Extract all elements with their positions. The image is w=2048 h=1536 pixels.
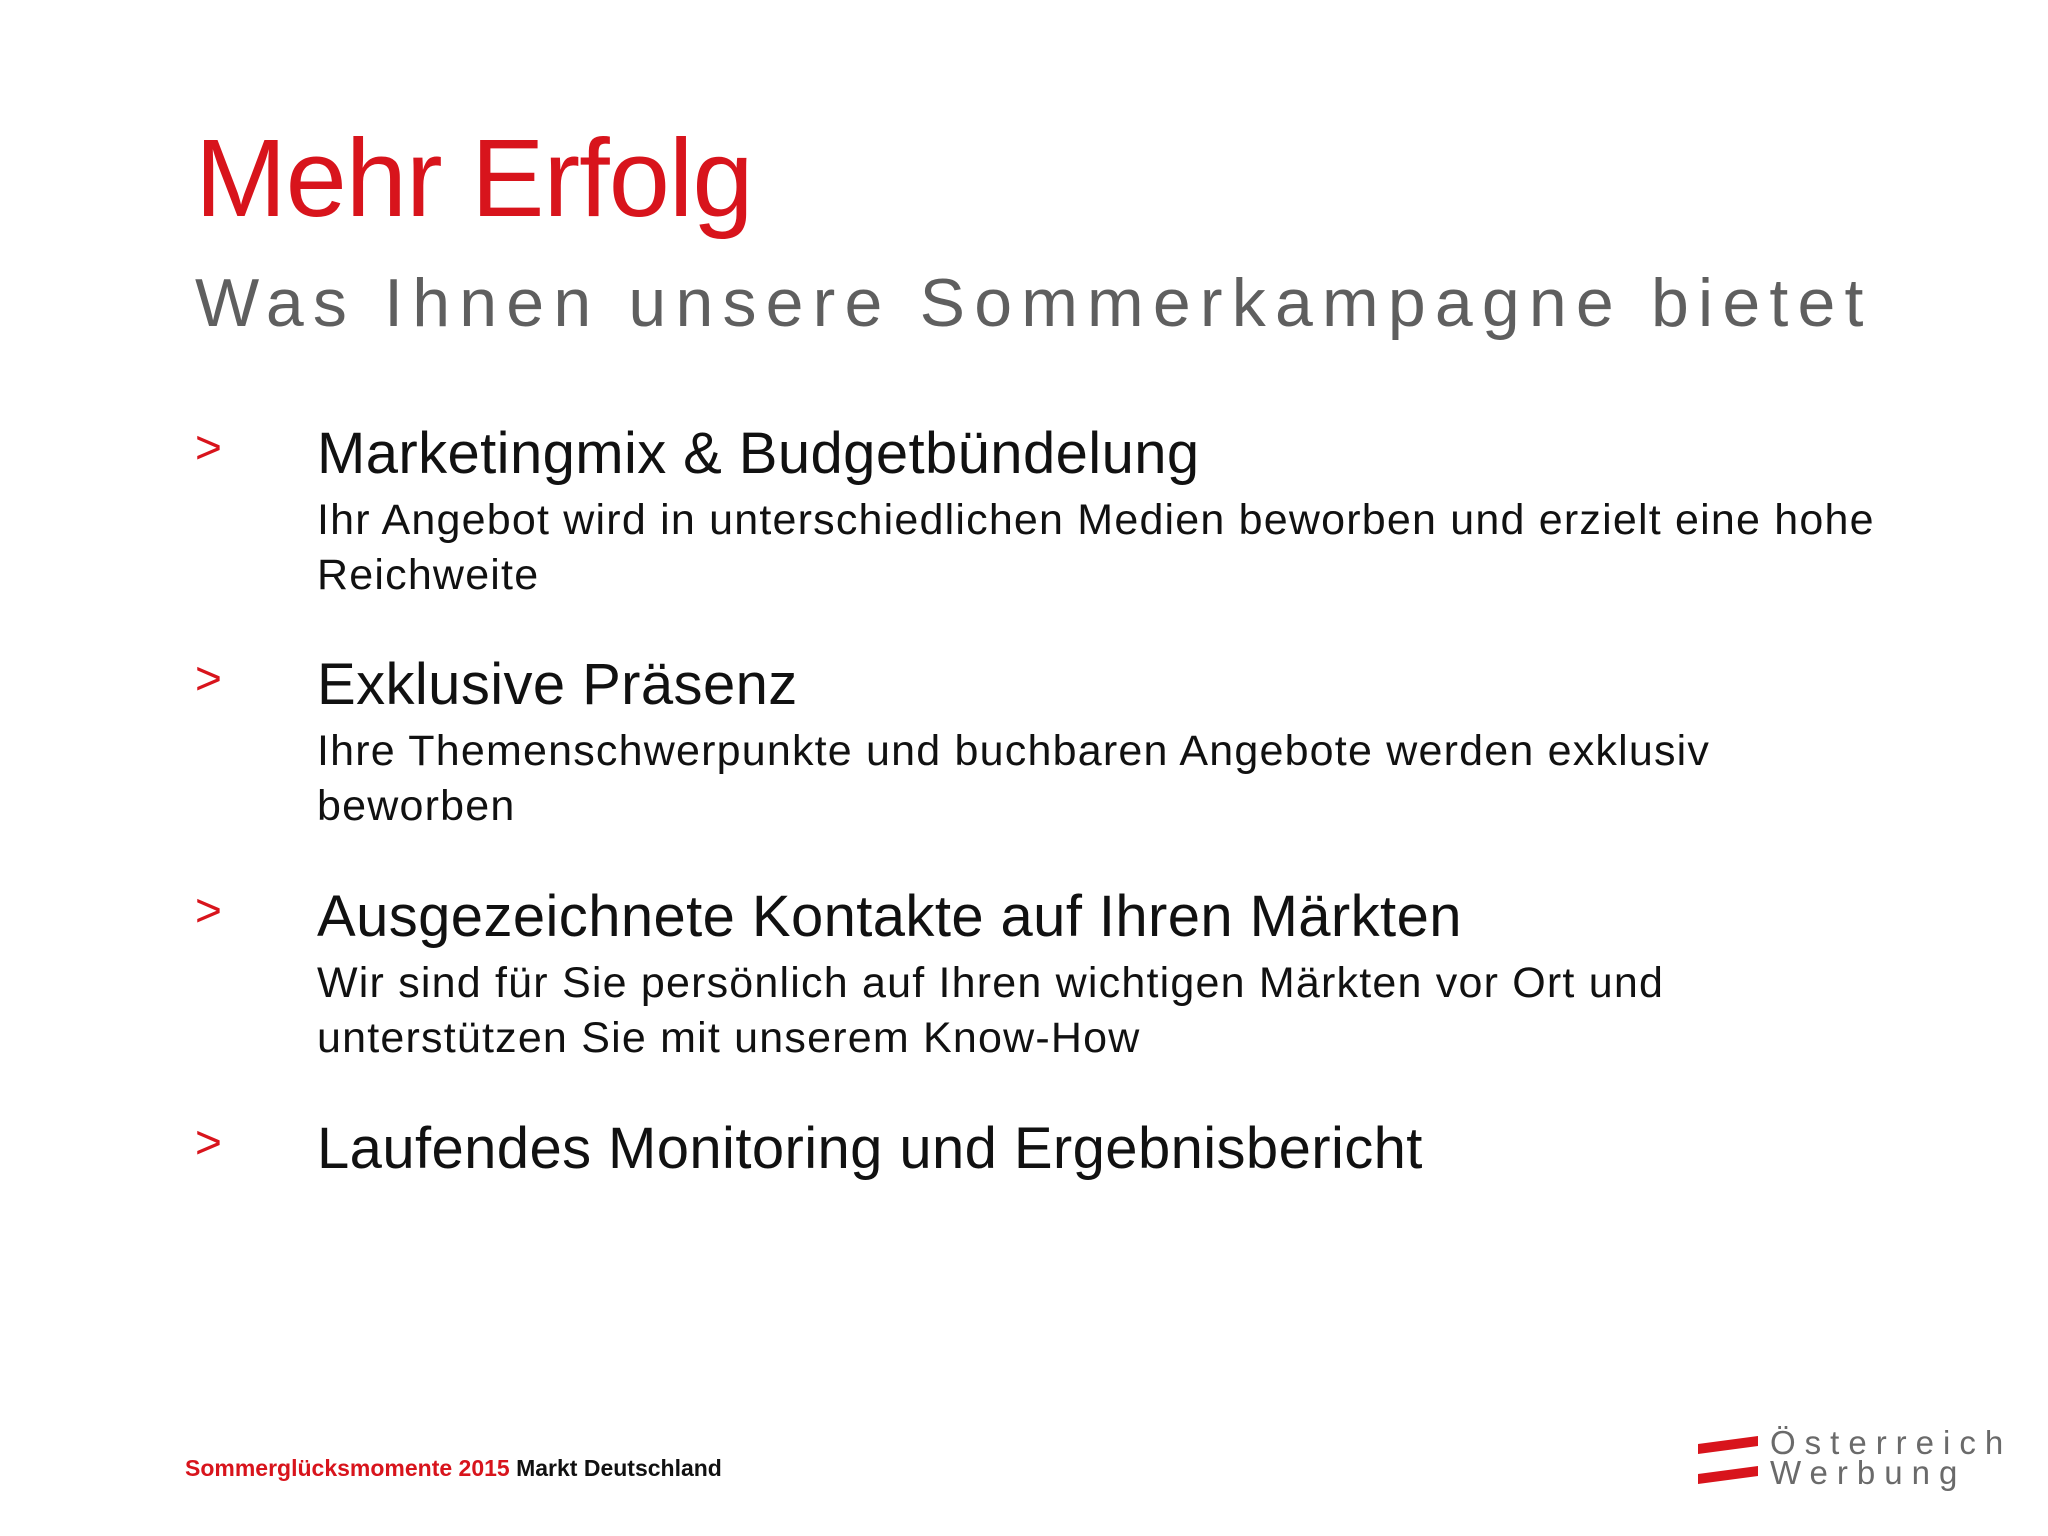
slide-title: Mehr Erfolg bbox=[195, 117, 753, 240]
bullet-marker: > bbox=[195, 1116, 222, 1168]
bullet-heading: Ausgezeichnete Kontakte auf Ihren Märkten bbox=[317, 884, 1462, 949]
bullet-marker: > bbox=[195, 884, 222, 936]
bullet-heading: Exklusive Präsenz bbox=[317, 652, 798, 717]
bullet-item-exklusive-praesenz bbox=[195, 649, 1917, 834]
bullet-description: Ihr Angebot wird in unterschiedlichen Medien beworben und erzielt eine hohe Reichweite bbox=[317, 496, 1875, 599]
bullet-item-kontakte bbox=[195, 881, 1917, 1066]
footer-market: Markt Deutschland bbox=[516, 1455, 722, 1481]
austria-flag-stripes-icon bbox=[1696, 1432, 1760, 1488]
logo-line-2: Werbung bbox=[1770, 1454, 1967, 1491]
bullet-item-marketingmix bbox=[195, 418, 1917, 603]
bullet-heading: Marketingmix & Budgetbündelung bbox=[317, 421, 1200, 486]
slide-subtitle: Was Ihnen unsere Sommerkampagne bietet bbox=[195, 265, 1873, 341]
bullet-marker: > bbox=[195, 652, 222, 704]
footer bbox=[185, 1455, 722, 1482]
footer-campaign: Sommerglücksmomente 2015 bbox=[185, 1455, 510, 1481]
bullet-marker: > bbox=[195, 421, 222, 473]
oesterreich-werbung-logo bbox=[1696, 1424, 2016, 1498]
logo-text bbox=[1770, 1424, 2013, 1491]
bullet-item-monitoring bbox=[195, 1113, 1423, 1185]
logo-line-1: Österreich bbox=[1770, 1424, 2013, 1461]
bullet-description: Wir sind für Sie persönlich auf Ihren wichtigen Märkten vor Ort und unterstützen Sie mit unserem Know-How bbox=[317, 959, 1665, 1062]
bullet-heading: Laufendes Monitoring und Ergebnisbericht bbox=[317, 1116, 1423, 1181]
bullet-description: Ihre Themenschwerpunkte und buchbaren Angebote werden exklusiv beworben bbox=[317, 727, 1711, 830]
